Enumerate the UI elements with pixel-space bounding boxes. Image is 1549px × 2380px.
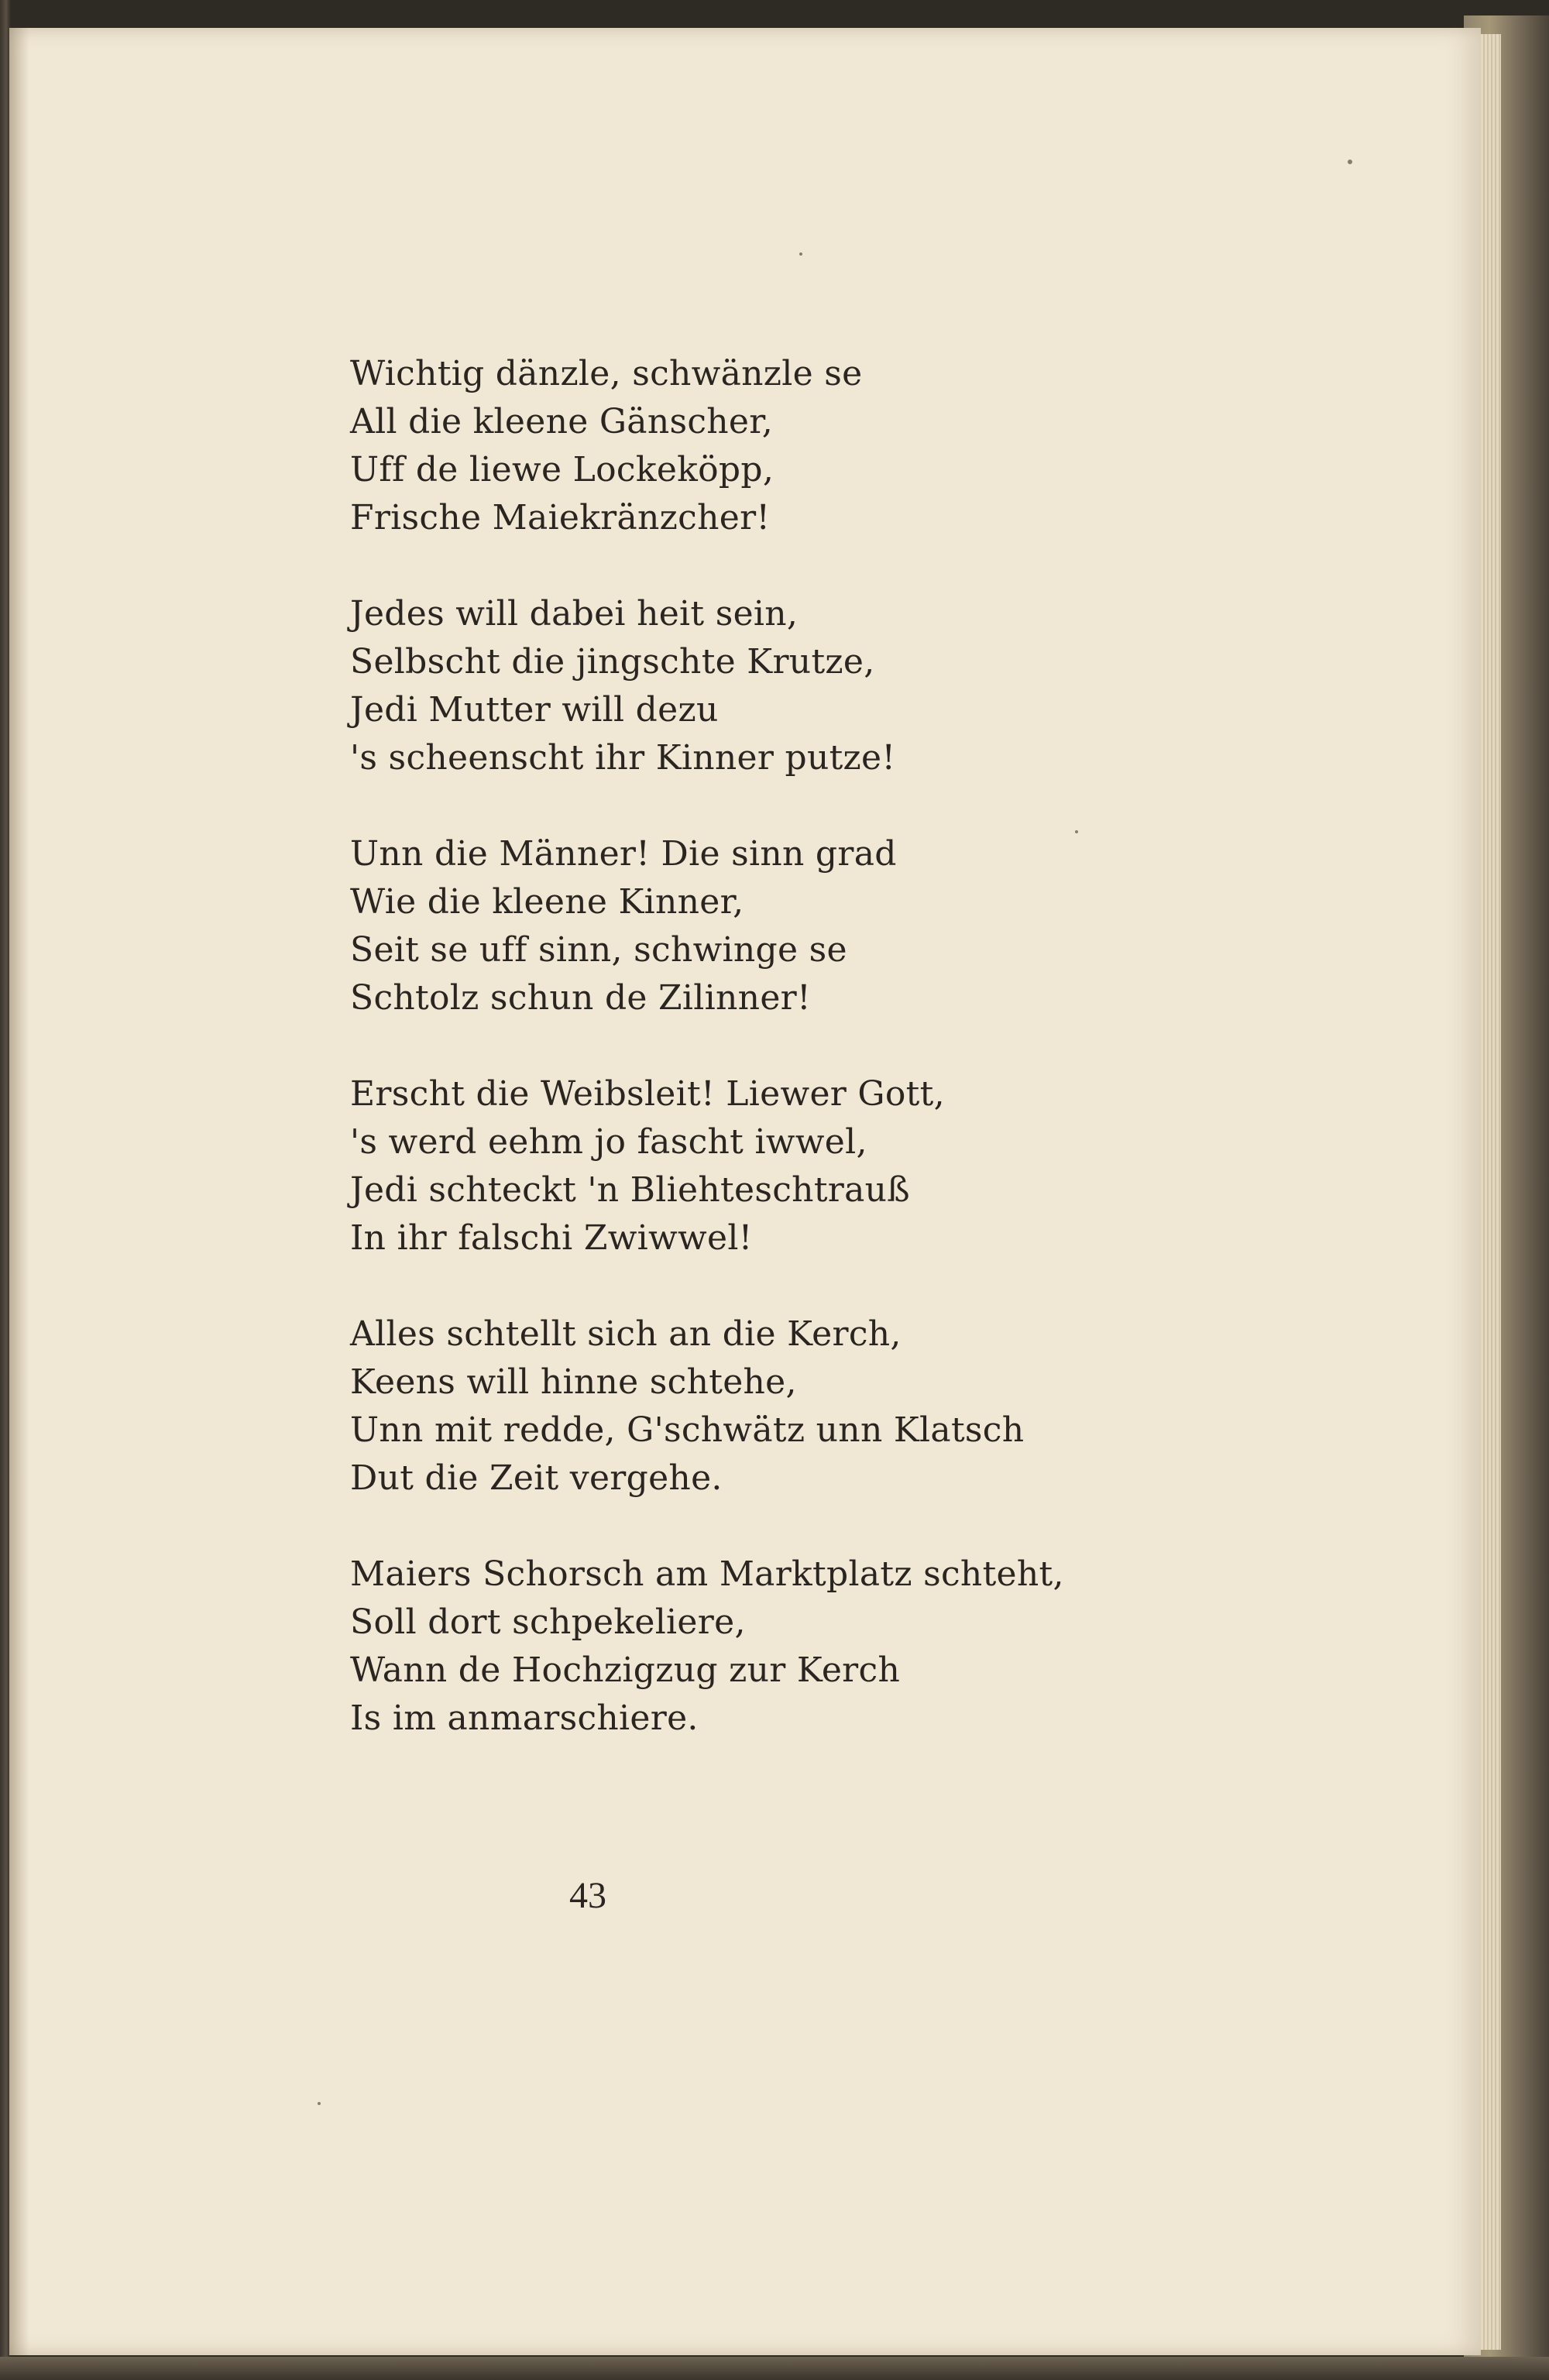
- poem-line: Jedes will dabei heit sein,: [350, 594, 799, 634]
- poem-line: Alles schtellt sich an die Kerch,: [350, 1314, 902, 1354]
- page-number: 43: [569, 1875, 606, 1916]
- poem-line: Unn mit redde, G'schwätz unn Klatsch: [350, 1410, 1025, 1450]
- poem: [350, 350, 1202, 1743]
- book-cover-bottom-edge: [0, 2357, 1549, 2380]
- stanza: [350, 1551, 1202, 1743]
- poem-line: Is im anmarschiere.: [350, 1698, 699, 1738]
- poem-line: Erscht die Weibsleit! Liewer Gott,: [350, 1074, 945, 1114]
- poem-line: Seit se uff sinn, schwinge se: [350, 930, 847, 970]
- poem-line: Jedi Mutter will dezu: [350, 690, 719, 730]
- poem-line: Soll dort schpekeliere,: [350, 1602, 746, 1642]
- stanza: [350, 350, 1202, 542]
- poem-line: Wie die kleene Kinner,: [350, 882, 744, 922]
- paper-speck: [799, 252, 802, 256]
- stanza: [350, 830, 1202, 1022]
- paper-speck: [318, 2102, 321, 2105]
- poem-line: Selbscht die jingschte Krutze,: [350, 642, 875, 682]
- poem-line: Schtolz schun de Zilinner!: [350, 978, 811, 1018]
- poem-line: 's werd eehm jo fascht iwwel,: [350, 1122, 867, 1162]
- poem-line: Wann de Hochzigzug zur Kerch: [350, 1650, 901, 1690]
- poem-line: Maiers Schorsch am Marktplatz schteht,: [350, 1554, 1064, 1594]
- poem-line: Uff de liewe Lockeköpp,: [350, 450, 774, 489]
- poem-line: Unn die Männer! Die sinn grad: [350, 834, 897, 874]
- poem-line: All die kleene Gänscher,: [350, 402, 774, 441]
- poem-line: In ihr falschi Zwiwwel!: [350, 1218, 753, 1258]
- poem-line: Frische Maiekränzcher!: [350, 498, 771, 537]
- stanza: [350, 1070, 1202, 1262]
- page-gutter-shadow: [9, 28, 29, 2355]
- poem-line: Keens will hinne schtehe,: [350, 1362, 797, 1402]
- poem-line: Jedi schteckt 'n Bliehteschtrauß: [350, 1170, 910, 1210]
- poem-line: Dut die Zeit vergehe.: [350, 1458, 723, 1498]
- page-stack-edge: [1481, 34, 1501, 2350]
- stanza: [350, 1310, 1202, 1503]
- stanza: [350, 590, 1202, 782]
- poem-line: 's scheenscht ihr Kinner putze!: [350, 738, 896, 778]
- poem-line: Wichtig dänzle, schwänzle se: [350, 354, 863, 393]
- paper-speck: [1348, 160, 1352, 164]
